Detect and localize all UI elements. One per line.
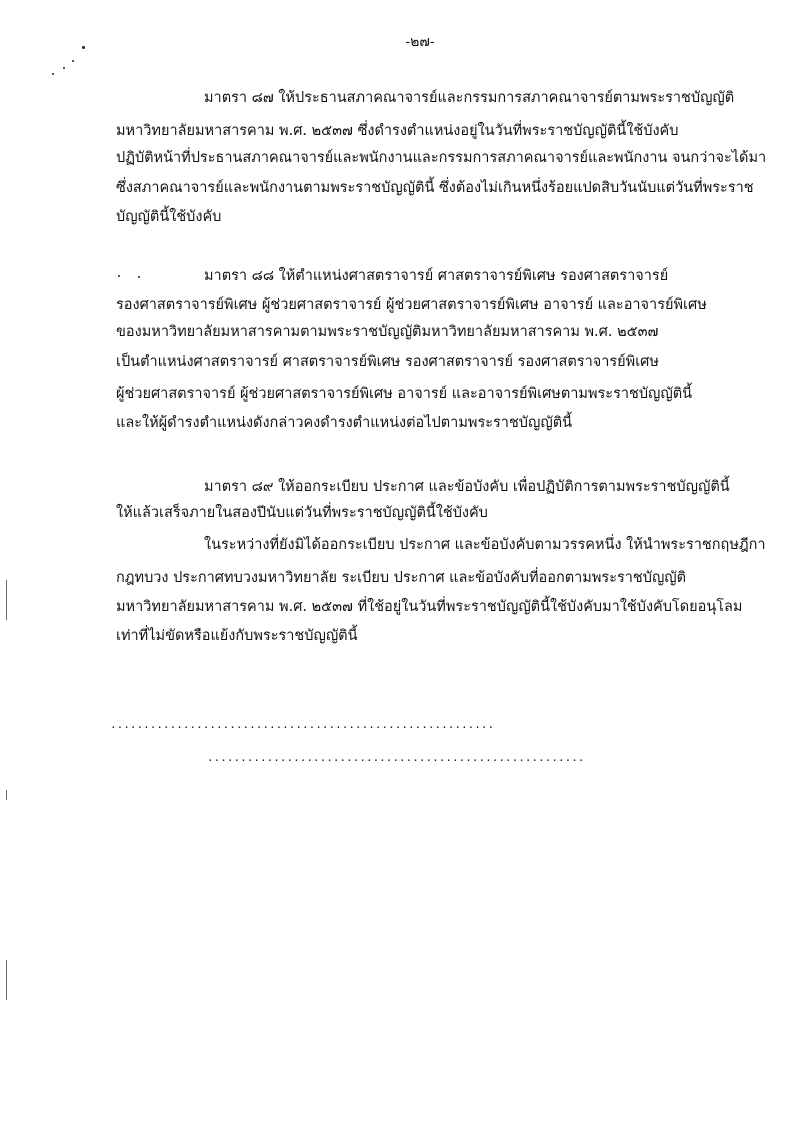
section-88-line-1: มาตรา ๘๘ ให้ตำแหน่งศาสตราจารย์ ศาสตราจารย์พิเศษ รองศาสตราจารย์ <box>204 268 669 284</box>
scan-speck <box>52 73 54 75</box>
section-87-line-2: มหาวิทยาลัยมหาสารคาม พ.ศ. ๒๕๓๗ ซึ่งดำรงตำแหน่งอยู่ในวันที่พระราชบัญญัตินี้ใช้บังคับ <box>116 123 679 139</box>
section-89-line-2: ให้แล้วเสร็จภายในสองปีนับแต่วันที่พระราชบัญญัตินี้ใช้บังคับ <box>116 505 488 521</box>
section-88-line-2: รองศาสตราจารย์พิเศษ ผู้ช่วยศาสตราจารย์ ผู้ช่วยศาสตราจารย์พิเศษ อาจารย์ และอาจารย์พิเศษ <box>116 297 707 313</box>
section-89-line-4: กฎทบวง ประกาศทบวงมหาวิทยาลัย ระเบียบ ประกาศ และข้อบังคับที่ออกตามพระราชบัญญัติ <box>116 570 687 586</box>
section-87-line-1: มาตรา ๘๗ ให้ประธานสภาคณาจารย์และกรรมการสภาคณาจารย์ตามพระราชบัญญัติ <box>204 90 735 106</box>
section-89-line-3: ในระหว่างที่ยังมิได้ออกระเบียบ ประกาศ และข้อบังคับตามวรรคหนึ่ง ให้นำพระราชกฤษฎีกา <box>204 537 766 553</box>
section-88-line-4: เป็นตำแหน่งศาสตราจารย์ ศาสตราจารย์พิเศษ รองศาสตราจารย์ รองศาสตราจารย์พิเศษ <box>116 354 659 370</box>
section-88-line-6: และให้ผู้ดำรงตำแหน่งดังกล่าวคงดำรงตำแหน่งต่อไปตามพระราชบัญญัตินี้ <box>116 415 573 431</box>
section-88-line-5: ผู้ช่วยศาสตราจารย์ ผู้ช่วยศาสตราจารย์พิเศษ อาจารย์ และอาจารย์พิเศษตามพระราชบัญญัตินี้ <box>116 386 693 402</box>
section-87-line-5: บัญญัตินี้ใช้บังคับ <box>116 209 222 225</box>
section-88-line-3: ของมหาวิทยาลัยมหาสารคามตามพระราชบัญญัติมหาวิทยาลัยมหาสารคาม พ.ศ. ๒๕๓๗ <box>116 324 659 340</box>
scan-edge-mark <box>6 580 7 620</box>
page-number: -๒๗- <box>405 34 435 50</box>
signature-dotted-line-1: .......................................................... <box>110 718 495 731</box>
scan-edge-mark <box>6 790 7 800</box>
section-89-line-1: มาตรา ๘๙ ให้ออกระเบียบ ประกาศ และข้อบังคับ เพื่อปฏิบัติการตามพระราชบัญญัตินี้ <box>204 479 730 495</box>
scan-speck <box>118 275 120 277</box>
section-87-line-4: ซึ่งสภาคณาจารย์และพนักงานตามพระราชบัญญัตินี้ ซึ่งต้องไม่เกินหนึ่งร้อยแปดสิบวันนับแต่วันที่พระราช <box>116 180 754 196</box>
scan-speck <box>72 60 74 62</box>
scan-speck <box>63 67 65 69</box>
section-87-line-3: ปฏิบัติหน้าที่ประธานสภาคณาจารย์และพนักงานและกรรมการสภาคณาจารย์และพนักงาน จนกว่าจะได้มา <box>116 150 767 166</box>
scan-edge-mark <box>6 960 7 1000</box>
scan-speck <box>138 276 140 278</box>
section-89-line-5: มหาวิทยาลัยมหาสารคาม พ.ศ. ๒๕๓๗ ที่ใช้อยู่ในวันที่พระราชบัญญัตินี้ใช้บังคับมาใช้บังคับโดยอนุโลม <box>116 599 743 615</box>
section-89-line-6: เท่าที่ไม่ขัดหรือแย้งกับพระราชบัญญัตินี้ <box>116 628 358 644</box>
scan-speck <box>82 46 85 49</box>
signature-dotted-line-2: ......................................................... <box>207 751 585 764</box>
